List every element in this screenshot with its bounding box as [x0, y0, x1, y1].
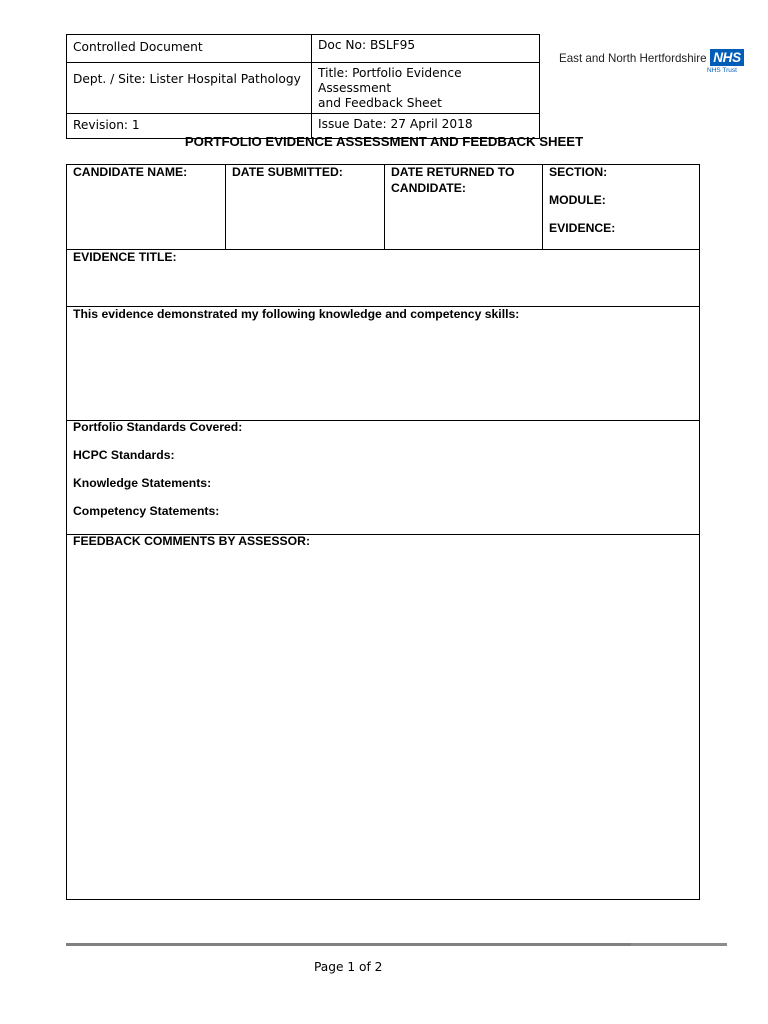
knowledge-statements-label: Knowledge Statements: [73, 476, 212, 490]
date-submitted-label: DATE SUBMITTED: [232, 165, 343, 179]
evidence-label: EVIDENCE: [549, 221, 616, 235]
section-module-evidence-field[interactable] [543, 165, 699, 249]
page-number: Page 1 of 2 [314, 960, 383, 974]
dept-site-cell: Dept. / Site: Lister Hospital Pathology [67, 63, 312, 114]
doc-title-line2: and Feedback Sheet [318, 96, 442, 110]
footer-divider [66, 943, 727, 946]
date-returned-field[interactable] [385, 165, 543, 249]
doc-number-cell: Doc No: BSLF95 [312, 35, 540, 63]
competency-statements-label: Competency Statements: [73, 504, 220, 518]
feedback-label: FEEDBACK COMMENTS BY ASSESSOR: [73, 534, 311, 548]
standards-field[interactable] [67, 421, 699, 535]
revision-cell: Revision: 1 [67, 114, 312, 139]
evidence-title-label: EVIDENCE TITLE: [73, 250, 177, 264]
footer-divider-end [631, 943, 727, 946]
trust-name: East and North Hertfordshire [559, 52, 707, 65]
form-title: PORTFOLIO EVIDENCE ASSESSMENT AND FEEDBACK SHEET [184, 134, 584, 149]
section-label: SECTION: [549, 165, 608, 179]
nhs-trust-label: NHS Trust [707, 67, 737, 74]
doc-title-line1: Title: Portfolio Evidence Assessment [318, 66, 462, 95]
nhs-logo-box: NHS [710, 49, 744, 66]
doc-title-cell [312, 63, 540, 114]
issue-date-cell: Issue Date: 27 April 2018 [312, 114, 540, 139]
candidate-name-label: CANDIDATE NAME: [73, 165, 188, 179]
knowledge-skills-label: This evidence demonstrated my following knowledge and competency skills: [73, 307, 520, 321]
candidate-info-row [67, 165, 699, 250]
assessment-form [66, 164, 700, 900]
nhs-trust-logo [559, 49, 749, 79]
hcpc-standards-label: HCPC Standards: [73, 448, 175, 462]
evidence-title-field[interactable] [67, 250, 699, 307]
portfolio-standards-label: Portfolio Standards Covered: [73, 420, 243, 434]
date-returned-label: DATE RETURNED TO CANDIDATE: [391, 165, 515, 195]
module-label: MODULE: [549, 193, 606, 207]
controlled-document-cell: Controlled Document [67, 35, 312, 63]
document-control-table [66, 34, 540, 139]
feedback-field[interactable] [67, 535, 699, 899]
candidate-name-field[interactable] [67, 165, 226, 249]
date-submitted-field[interactable] [226, 165, 385, 249]
knowledge-skills-field[interactable] [67, 307, 699, 421]
